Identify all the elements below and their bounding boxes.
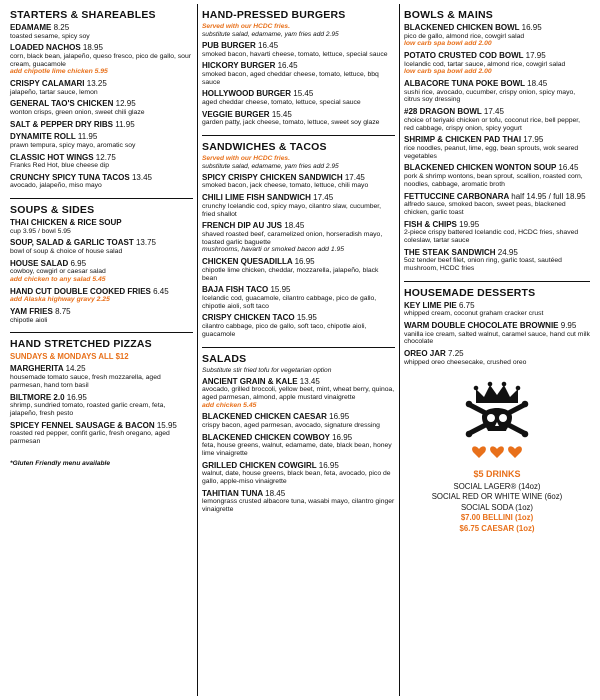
sandwiches-note: Served with our HCDC fries.: [202, 154, 290, 162]
section-title: SANDWICHES & TACOS: [202, 140, 327, 153]
menu-item-price: 14.25: [65, 364, 86, 374]
menu-item-description: roasted red pepper, confit garlic, fresh oregano, aged parmesan: [10, 430, 170, 445]
menu-item-heading: [202, 412, 395, 422]
menu-item-description: walnut, date, house greens, black bean, feta, avocado, pico de gallo, apple-miso vinaigrette: [202, 470, 391, 486]
menu-item: [10, 23, 193, 40]
menu-item-description: smoked bacon, jack cheese, tomato, lettuce, chili mayo: [202, 182, 369, 190]
menu-item-name: GRILLED CHICKEN COWGIRL: [202, 460, 317, 470]
menu-item-heading: [404, 107, 590, 117]
menu-item-description: cup 3.95 / bowl 5.95: [10, 227, 71, 235]
menu-item-price: 11.95: [115, 119, 135, 129]
menu-item-heading: [404, 79, 590, 89]
menu-item-heading: [202, 173, 395, 183]
menu-item-name: BLACKENED CHICKEN BOWL: [404, 23, 520, 32]
menu-item-description: smoked bacon, aged cheddar cheese, tomato, lettuce, bbq sauce: [202, 70, 379, 86]
menu-item-name: HAND CUT DOUBLE COOKED FRIES: [10, 286, 151, 296]
menu-item-addon: add chicken 5.45: [202, 401, 257, 409]
menu-item-price: 16.95: [521, 23, 542, 32]
menu-item-heading: [202, 433, 395, 443]
menu-item-description: pico de gallo, almond rice, cowgirl salad: [404, 32, 525, 40]
menu-item-description: garden patty, jack cheese, tomato, lettuce, sweet soy glaze: [202, 119, 380, 127]
menu-item-name: SALT & PEPPER DRY RIBS: [10, 119, 113, 129]
menu-item: [404, 107, 590, 132]
menu-item-price: 18.95: [82, 43, 103, 53]
menu-item: [202, 110, 395, 127]
drink-line: SOCIAL RED OR WHITE WINE (6oz): [431, 492, 563, 502]
menu-item-name: DYNAMITE ROLL: [10, 132, 76, 142]
menu-item: [404, 135, 590, 160]
menu-item-heading: [404, 301, 590, 311]
section-salads: [202, 348, 395, 522]
menu-item-price: 18.45: [284, 221, 305, 231]
drink-line: SOCIAL SODA (1oz): [460, 502, 534, 512]
menu-item: [202, 61, 395, 86]
menu-item: [202, 257, 395, 282]
menu-item-price: 18.45: [527, 79, 548, 89]
menu-item-heading: [10, 43, 193, 53]
menu-item: [10, 421, 193, 446]
menu-item-price: 13.45: [299, 376, 320, 386]
menu-item-heading: [10, 99, 193, 109]
menu-item-addon: add Alaska highway gravy 2.25: [10, 296, 110, 304]
menu-item-name: BLACKENED CHICKEN WONTON SOUP: [404, 163, 557, 173]
sandwiches-substitute: substitute salad, edamame, yam fries add 2.95: [202, 162, 339, 170]
menu-item-name: FETTUCCINE CARBONARA: [404, 191, 510, 201]
burgers-substitute: substitute salad, edamame, yam fries add 2.95: [202, 31, 339, 38]
menu-item-addon: add chicken to any salad 5.45: [10, 276, 106, 284]
menu-item: [202, 221, 395, 254]
menu-item-description: toasted sesame, spicy soy: [10, 32, 90, 40]
menu-item-heading: [202, 285, 395, 295]
menu-item-name: SPICY CRISPY CHICKEN SANDWICH: [202, 172, 343, 182]
salads-note: Substitute stir fried tofu for vegetarian option: [202, 366, 332, 374]
menu-item-name: FRENCH DIP AU JUS: [202, 221, 283, 231]
menu-item-description: alfredo sauce, smoked bacon, sweet peas, blackened chicken, garlic toast: [404, 201, 566, 216]
menu-item-description: 5oz tender beef filet, onion ring, garlic toast, sautéed mushroom, HCDC fries: [404, 257, 562, 273]
menu-item-description: pork & shrimp wontons, bean sprout, scallion, roasted corn, noodles, cabbage, aromatic broth: [404, 172, 583, 188]
menu-item: [404, 248, 590, 273]
menu-item-name: CHICKEN QUESADILLA: [202, 257, 293, 267]
menu-item-description: whipped oreo cheesecake, crushed oreo: [404, 358, 527, 366]
menu-item-description: cowboy, cowgirl or caesar salad: [10, 268, 106, 276]
menu-item-description: 2-piece crispy battered Icelandic cod, HCDC fries, shaved coleslaw, tartar sauce: [404, 229, 579, 244]
section-bowls: [404, 4, 590, 282]
menu-item: [202, 489, 395, 514]
menu-item-description: whipped cream, coconut graham cracker crust: [404, 310, 544, 318]
menu-item-name: WARM DOUBLE CHOCOLATE BROWNIE: [404, 321, 559, 331]
menu-item-price: 17.95: [525, 51, 546, 61]
menu-item-heading: [10, 259, 193, 269]
menu-item-price: 16.95: [66, 392, 87, 402]
menu-item-heading: [10, 79, 193, 89]
menu-item-heading: [404, 163, 590, 173]
pizza-special: SUNDAYS & MONDAYS ALL $12: [10, 352, 129, 362]
menu-item-name: FISH & CHIPS: [404, 219, 457, 229]
menu-item: [202, 313, 395, 338]
crowned-skull-hearts-icon: [462, 381, 532, 463]
menu-item: [404, 192, 590, 217]
menu-item-addon: mushrooms, havarti or smoked bacon add 1.95: [202, 246, 345, 254]
menu-item-price: 16.95: [329, 412, 350, 422]
section-desserts: [404, 282, 590, 375]
menu-item-description: rice noodles, peanut, lime, egg, bean sprouts, wok seared vegetables: [404, 144, 579, 160]
menu-item-price: 19.95: [459, 219, 480, 229]
gluten-note: *Gluten Friendly menu available: [10, 459, 111, 467]
menu-item: [404, 349, 590, 366]
menu-item-name: ALBACORE TUNA POKE BOWL: [404, 79, 525, 89]
menu-item: [202, 285, 395, 310]
menu-item-name: CHILI LIME FISH SANDWICH: [202, 193, 311, 203]
menu-item-name: SHRIMP & CHICKEN PAD THAI: [404, 135, 522, 145]
menu-item: [10, 120, 193, 130]
menu-item-name: CRISPY CALAMARI: [10, 79, 85, 89]
menu-item-price: 18.45: [265, 488, 286, 498]
menu-item-name: MARGHERITA: [10, 364, 64, 374]
menu-item-addon: low carb spa bowl add 2.00: [404, 40, 492, 48]
menu-item-description: Franks Red Hot, blue cheese dip: [10, 162, 109, 170]
drink-line: SOCIAL LAGER® (14oz): [453, 481, 541, 491]
menu-item-description: shaved roasted beef, caramelized onion, horseradish mayo, toasted garlic baguette: [202, 230, 383, 246]
menu-item-heading: [404, 135, 590, 145]
menu-item: [404, 163, 590, 188]
menu-item-heading: [202, 313, 395, 323]
menu-item: [202, 89, 395, 106]
menu-item: [202, 173, 395, 190]
menu-item: [404, 321, 590, 346]
section-sandwiches: [202, 136, 395, 348]
menu-item: [10, 259, 193, 284]
menu-item: [404, 79, 590, 104]
burgers-note: Served with our HCDC fries.: [202, 23, 290, 30]
menu-item-heading: [202, 257, 395, 267]
column-middle: [198, 4, 400, 696]
menu-item-description: shrimp, sundried tomato, roasted garlic cream, feta, jalapeño, fresh pesto: [10, 402, 166, 417]
menu-item-addon: add chipotle lime chicken 5.95: [10, 68, 108, 76]
menu-item-price: 15.95: [156, 420, 177, 430]
section-title: SOUPS & SIDES: [10, 204, 95, 217]
menu-item-description: avocado, jalapeño, miso mayo: [10, 182, 102, 190]
menu-item-description: crunchy Icelandic cod, spicy mayo, cilantro slaw, cucumber, fried shallot: [202, 202, 382, 218]
menu-item: [10, 287, 193, 304]
menu-item: [202, 377, 395, 410]
menu-item-description: Icelandic cod, guacamole, cilantro cabbage, pico de gallo, chipotle aioli, soft taco: [202, 294, 377, 310]
menu-item-description: aged cheddar cheese, tomato, lettuce, special sauce: [202, 98, 361, 106]
menu-item-name: EDAMAME: [10, 23, 52, 32]
menu-item-name: BILTMORE 2.0: [10, 392, 65, 402]
menu-item-heading: [10, 23, 193, 33]
menu-item-heading: [10, 120, 193, 130]
menu-item-price: 8.25: [53, 23, 70, 32]
menu-item-heading: [202, 89, 395, 99]
menu-item-price: 9.95: [560, 321, 577, 331]
menu-item: [10, 132, 193, 149]
section-title: BOWLS & MAINS: [404, 9, 493, 21]
menu-item-price: 8.75: [55, 307, 71, 317]
menu-item-name: YAM FRIES: [10, 307, 53, 317]
menu-item-name: LOADED NACHOS: [10, 43, 81, 53]
menu-item-name: ANCIENT GRAIN & KALE: [202, 376, 298, 386]
menu-item: [202, 412, 395, 429]
menu-item-description: avocado, grilled broccoli, yellow beet, mint, wheat berry, quinoa, aged parmesan, almond, apple mustard vinaigrette: [202, 386, 395, 401]
drink-special-line: $6.75 CAESAR (1oz): [459, 523, 535, 533]
section-title: STARTERS & SHAREABLES: [10, 9, 156, 21]
menu-item: [404, 23, 590, 48]
menu-item-price: 15.45: [293, 89, 314, 99]
menu-item-name: PUB BURGER: [202, 41, 256, 50]
menu-item-heading: [10, 238, 193, 248]
menu-item: [10, 307, 193, 324]
menu-item-heading: [202, 489, 395, 499]
menu-item-price: 15.95: [270, 285, 291, 295]
menu-item-description: lemongrass crusted albacore tuna, wasabi mayo, cilantro ginger vinaigrette: [202, 498, 395, 514]
section-burgers: [202, 4, 395, 136]
section-title: HAND-PRESSED BURGERS: [202, 9, 346, 21]
menu-item-price: 17.95: [523, 135, 544, 145]
menu-item-description: cilantro cabbage, pico de gallo, soft taco, chipotle aioli, guacamole: [202, 322, 367, 338]
menu-item: [10, 99, 193, 116]
menu-item-heading: [202, 61, 395, 71]
menu-item-heading: [404, 220, 590, 230]
menu-item-heading: [404, 349, 590, 359]
menu-item-price: 17.45: [483, 107, 504, 117]
menu-item-price: 12.95: [115, 99, 136, 109]
menu-item: [10, 238, 193, 255]
menu-item-price: 13.75: [135, 238, 156, 248]
menu-item-name: CLASSIC HOT WINGS: [10, 152, 94, 162]
menu-item-heading: [404, 248, 590, 258]
menu-item-heading: [404, 321, 590, 331]
section-starters: [10, 4, 193, 199]
menu-item-name: THE STEAK SANDWICH: [404, 247, 496, 257]
menu-item-description: housemade tomato sauce, fresh mozzarella, aged parmesan, hand torn basil: [10, 373, 161, 389]
menu-item-heading: [202, 110, 395, 120]
menu-item-heading: [10, 287, 193, 297]
menu-item-price: 16.95: [294, 257, 315, 267]
menu-item-description: sushi rice, avocado, cucumber, crispy onion, spicy mayo, citrus soy dressing: [404, 88, 576, 104]
menu-item-heading: [10, 153, 193, 163]
menu-item-name: CRISPY CHICKEN TACO: [202, 313, 295, 323]
menu-item-price: 16.95: [318, 460, 339, 470]
menu-item: [10, 393, 193, 418]
menu-item-name: TAHITIAN TUNA: [202, 488, 263, 498]
menu-item-name: HICKORY BURGER: [202, 61, 276, 71]
menu-item-price: 12.75: [95, 152, 116, 162]
drinks-title: $5 DRINKS: [473, 468, 521, 479]
menu-item-price: 17.45: [344, 172, 365, 182]
menu-item: [404, 301, 590, 318]
section-title: HOUSEMADE DESSERTS: [404, 286, 536, 299]
menu-item-description: chipotle lime chicken, cheddar, mozzarella, jalapeño, black bean: [202, 266, 379, 282]
menu-item-heading: [202, 377, 395, 387]
menu-item: [10, 173, 193, 190]
menu-item-name: CRUNCHY SPICY TUNA TACOS: [10, 172, 130, 182]
menu-item-description: feta, house greens, walnut, edamame, date, black bean, honey lime vinaigrette: [202, 442, 392, 458]
menu-item-heading: [202, 461, 395, 471]
menu-item-price: 13.45: [131, 172, 152, 182]
menu-item-description: chipotle aioli: [10, 316, 48, 324]
menu-item-heading: [10, 393, 193, 403]
menu-item-heading: [10, 173, 193, 183]
menu-item-heading: [10, 421, 193, 431]
menu-item-name: #28 DRAGON BOWL: [404, 107, 482, 117]
menu-item-name: OREO JAR: [404, 349, 446, 359]
menu-item-description: corn, black bean, jalapeño, queso fresco, pico de gallo, sour cream, guacamole: [10, 52, 191, 68]
menu-item: [10, 79, 193, 96]
menu-item: [202, 193, 395, 218]
menu-item-price: 16.45: [277, 61, 298, 71]
menu-item-price: 16.45: [258, 41, 279, 50]
menu-item-name: SOUP, SALAD & GARLIC TOAST: [10, 238, 134, 248]
menu-item-price: 13.25: [86, 79, 107, 89]
menu-item-price: 6.75: [459, 300, 475, 310]
menu-item: [10, 43, 193, 76]
menu-item-price: 7.25: [448, 349, 464, 359]
menu-item-heading: [404, 51, 590, 61]
menu-item-price: 17.45: [313, 193, 334, 203]
menu-item-name: BAJA FISH TACO: [202, 285, 269, 295]
menu-item: [10, 364, 193, 389]
section-soups: [10, 199, 193, 333]
menu-item: [404, 51, 590, 76]
menu-item-description: Icelandic cod, tartar sauce, almond rice, cowgirl salad: [404, 60, 566, 68]
menu-item-heading: [10, 218, 193, 228]
menu-item-heading: [404, 192, 590, 202]
menu-item: [202, 433, 395, 458]
menu-item: [10, 218, 193, 235]
menu-item-name: SPICEY FENNEL SAUSAGE & BACON: [10, 420, 155, 430]
menu-item-price: 6.45: [153, 286, 169, 296]
menu-item-addon: low carb spa bowl add 2.00: [404, 68, 492, 76]
menu-item-name: GENERAL TAO'S CHICKEN: [10, 99, 114, 109]
menu-item-name: KEY LIME PIE: [404, 300, 457, 310]
menu-item-name: VEGGIE BURGER: [202, 109, 270, 119]
menu-item-description: jalapeño, tartar sauce, lemon: [10, 88, 98, 96]
menu-item-heading: [202, 41, 395, 51]
drinks-block: [404, 469, 590, 535]
section-title: HAND STRETCHED PIZZAS: [10, 338, 152, 351]
menu-item-price: 16.95: [332, 432, 353, 442]
menu-item-description: choice of teriyaki chicken or tofu, coconut rice, bell pepper, red cabbage, crispy onion, spicy yogurt: [404, 116, 581, 132]
column-left: [6, 4, 198, 696]
menu-item-price: 15.95: [296, 313, 317, 323]
menu-item-heading: [10, 364, 193, 374]
menu-item-price: 11.95: [77, 132, 98, 142]
menu-item-price: 24.95: [497, 247, 518, 257]
menu-item-description: smoked bacon, havarti cheese, tomato, lettuce, special sauce: [202, 50, 388, 58]
column-right: [400, 4, 594, 696]
menu-item-heading: [202, 193, 395, 203]
section-pizzas: [10, 333, 193, 471]
menu-item-description: prawn tempura, spicy mayo, aromatic soy: [10, 141, 136, 149]
menu-item-name: BLACKENED CHICKEN COWBOY: [202, 432, 330, 442]
menu-item-name: BLACKENED CHICKEN CAESAR: [202, 412, 327, 422]
menu-item-heading: [202, 221, 395, 231]
menu-item-name: THAI CHICKEN & RICE SOUP: [10, 218, 122, 228]
menu-item-price: 16.45: [558, 163, 579, 173]
menu-item: [404, 220, 590, 245]
menu-item-price: half 14.95 / full 18.95: [511, 191, 586, 201]
menu-item-heading: [404, 23, 590, 33]
menu-item-name: POTATO CRUSTED COD BOWL: [404, 51, 524, 61]
menu-item-description: crispy bacon, aged parmesan, avocado, signature dressing: [202, 421, 380, 429]
section-title: SALADS: [202, 352, 247, 365]
menu-item-description: wonton crisps, green onion, sweet chili glaze: [10, 108, 145, 116]
menu-item-name: HOLLYWOOD BURGER: [202, 89, 292, 99]
menu-item-price: 15.45: [271, 109, 292, 119]
menu-item: [202, 461, 395, 486]
menu-item-heading: [10, 307, 193, 317]
menu-item-heading: [10, 132, 193, 142]
drink-special-line: $7.00 BELLINI (1oz): [460, 513, 534, 523]
menu-item-description: bowl of soup & choice of house salad: [10, 247, 123, 255]
menu-item-price: 6.95: [70, 258, 87, 268]
menu-item: [202, 41, 395, 58]
menu-item-name: HOUSE SALAD: [10, 258, 69, 268]
menu-item-description: vanilla ice cream, salted walnut, caramel sauce, hand cut milk chocolate: [404, 330, 590, 346]
menu-item: [10, 153, 193, 170]
